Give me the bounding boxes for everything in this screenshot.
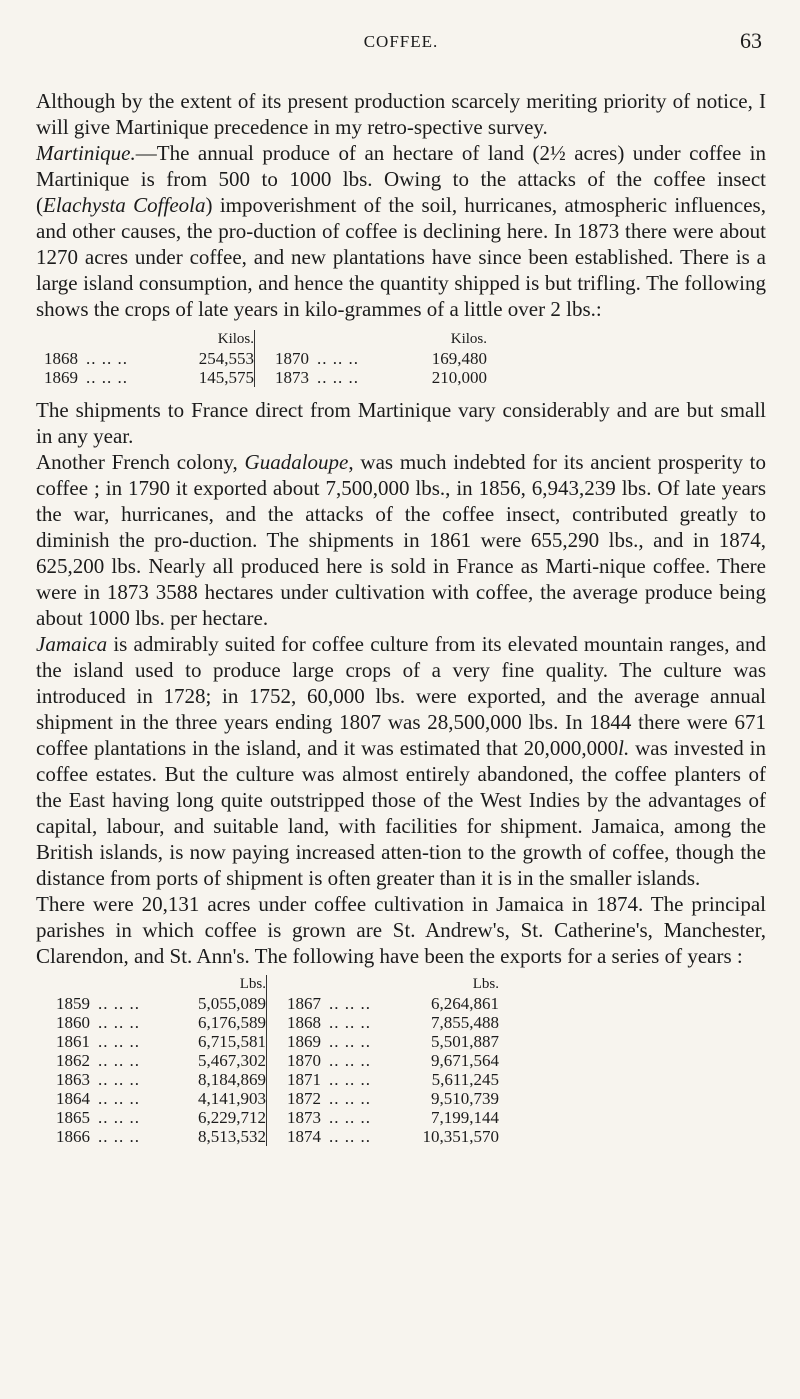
value-cell: 169,480 xyxy=(431,349,487,368)
value-cell: 5,467,302 xyxy=(198,1051,266,1070)
header-spacer xyxy=(98,975,178,994)
column-divider xyxy=(267,1032,288,1051)
year-cell: 1866 xyxy=(56,1127,90,1146)
value-cell: 8,513,532 xyxy=(198,1127,266,1146)
table-row xyxy=(56,1070,499,1089)
leader-dots: .. .. .. xyxy=(98,994,140,1013)
table-row xyxy=(44,368,487,387)
martinique-crops-table xyxy=(44,330,487,387)
leader-dots: .. .. .. xyxy=(86,368,128,387)
column-divider xyxy=(255,330,276,349)
value-cell: 210,000 xyxy=(431,368,487,387)
paragraph-shipments: The shipments to France direct from Martinique vary considerably and are but small in any year. xyxy=(36,398,766,448)
running-title: COFFEE. xyxy=(363,32,439,51)
leader-dots: .. .. .. xyxy=(317,368,359,387)
year-cell: 1860 xyxy=(56,1013,90,1032)
year-cell: 1868 xyxy=(287,1013,321,1032)
table-row xyxy=(56,1032,499,1051)
page-header xyxy=(36,28,766,58)
unit-label: Lbs. xyxy=(239,976,266,992)
jamaica-name: Jamaica xyxy=(36,632,108,656)
guadaloupe-text: , was much indebted for its ancient prosperity to coffee ; in 1790 it exported about 7,500,000 lbs., in 1856, 6,943,239 lbs. Of late years the war, hurricanes, and the attacks of the coffee insect, contributed greatly to diminish the pro-duction. The shipments in 1861 were 655,290 lbs., and in 1874, 625,200 lbs. Nearly all produced here is sold in France as Marti-nique coffee. There were in 1873 3588 hectares under cultivation with coffee, the average produce being about 1000 lbs. per hectare. xyxy=(36,450,766,630)
header-spacer xyxy=(86,330,166,349)
year-cell: 1864 xyxy=(56,1089,90,1108)
martinique-heading: Martinique. xyxy=(36,141,136,165)
column-divider xyxy=(267,1070,288,1089)
table-header-row xyxy=(56,975,499,994)
column-divider xyxy=(267,975,288,994)
leader-dots: .. .. .. xyxy=(329,994,371,1013)
table-row xyxy=(56,1013,499,1032)
column-divider xyxy=(255,349,276,368)
guadaloupe-name: Guadaloupe xyxy=(244,450,349,474)
paragraph-guadaloupe xyxy=(36,449,766,631)
leader-dots: .. .. .. xyxy=(98,1013,140,1032)
year-cell: 1865 xyxy=(56,1108,90,1127)
table-row xyxy=(56,1127,499,1146)
value-cell: 7,855,488 xyxy=(431,1013,499,1032)
leader-dots: .. .. .. xyxy=(329,1089,371,1108)
jamaica-text-cont: was invested in coffee estates. But the culture was almost entirely abandoned, the coffee planters of the East having long quite outstripped those of the West Indies by the advantages of capital, labour, and suitable land, with facilities for shipment. Jamaica, among the British islands, is now paying increased atten-tion to the growth of coffee, though the distance from ports of shipment is often greater than it is in the smaller islands. xyxy=(36,736,766,890)
table-header-row xyxy=(44,330,487,349)
value-cell: 145,575 xyxy=(198,368,254,387)
martinique-text-cont: ) impoverishment of the soil, hurricanes, atmospheric influences, and other causes, the pro-duction of coffee is declining here. In 1873 there were about 1270 acres under coffee, and new plantations have since been established. There is a large island consumption, and hence the quantity shipped is but trifling. The following shows the crops of late years in kilo-grammes of a little over 2 lbs.: xyxy=(36,193,766,321)
value-cell: 6,229,712 xyxy=(198,1108,266,1127)
unit-label: Kilos. xyxy=(450,331,487,347)
year-cell: 1873 xyxy=(275,368,309,387)
year-cell: 1861 xyxy=(56,1032,90,1051)
value-cell: 5,501,887 xyxy=(431,1032,499,1051)
guadaloupe-lead: Another French colony, xyxy=(36,450,245,474)
leader-dots: .. .. .. xyxy=(86,349,128,368)
table-row xyxy=(56,1051,499,1070)
year-cell: 1870 xyxy=(275,349,309,368)
value-cell: 6,264,861 xyxy=(431,994,499,1013)
value-cell: 5,611,245 xyxy=(431,1070,499,1089)
year-cell: 1873 xyxy=(287,1108,321,1127)
leader-dots: .. .. .. xyxy=(98,1070,140,1089)
column-divider xyxy=(267,1108,288,1127)
value-cell: 9,671,564 xyxy=(431,1051,499,1070)
value-cell: 4,141,903 xyxy=(198,1089,266,1108)
header-spacer xyxy=(287,975,329,994)
unit-label: Kilos. xyxy=(217,331,254,347)
column-divider xyxy=(267,1089,288,1108)
value-cell: 6,176,589 xyxy=(198,1013,266,1032)
column-divider xyxy=(255,368,276,387)
header-spacer xyxy=(329,975,409,994)
unit-label: Lbs. xyxy=(472,976,499,992)
page-body xyxy=(36,88,766,1154)
pound-sign: l. xyxy=(618,736,630,760)
insect-name: Elachysta Coffeola xyxy=(43,193,206,217)
table-row xyxy=(56,994,499,1013)
leader-dots: .. .. .. xyxy=(98,1051,140,1070)
leader-dots: .. .. .. xyxy=(98,1089,140,1108)
year-cell: 1869 xyxy=(287,1032,321,1051)
leader-dots: .. .. .. xyxy=(98,1127,140,1146)
header-spacer xyxy=(275,330,317,349)
year-cell: 1863 xyxy=(56,1070,90,1089)
jamaica-text: is admirably suited for coffee culture from its elevated mountain ranges, and the island used to produce large crops of a very fine quality. The culture was introduced in 1728; in 1752, 60,000 lbs. were exported, and the average annual shipment in the three years ending 1807 was 28,500,000 lbs. In 1844 there were 671 coffee plantations in the island, and it was estimated that 20,000,000 xyxy=(36,632,766,760)
column-divider xyxy=(267,1013,288,1032)
leader-dots: .. .. .. xyxy=(98,1108,140,1127)
header-spacer xyxy=(44,330,86,349)
value-cell: 9,510,739 xyxy=(431,1089,499,1108)
year-cell: 1872 xyxy=(287,1089,321,1108)
column-divider xyxy=(267,994,288,1013)
table-row xyxy=(56,1089,499,1108)
year-cell: 1862 xyxy=(56,1051,90,1070)
year-cell: 1869 xyxy=(44,368,78,387)
leader-dots: .. .. .. xyxy=(98,1032,140,1051)
year-cell: 1871 xyxy=(287,1070,321,1089)
value-cell: 7,199,144 xyxy=(431,1108,499,1127)
leader-dots: .. .. .. xyxy=(329,1108,371,1127)
year-cell: 1874 xyxy=(287,1127,321,1146)
column-divider xyxy=(267,1051,288,1070)
table-row xyxy=(56,1108,499,1127)
value-cell: 10,351,570 xyxy=(422,1127,499,1146)
year-cell: 1868 xyxy=(44,349,78,368)
leader-dots: .. .. .. xyxy=(329,1127,371,1146)
year-cell: 1870 xyxy=(287,1051,321,1070)
leader-dots: .. .. .. xyxy=(329,1070,371,1089)
value-cell: 254,553 xyxy=(198,349,254,368)
paragraph-jamaica xyxy=(36,631,766,891)
value-cell: 8,184,869 xyxy=(198,1070,266,1089)
year-cell: 1867 xyxy=(287,994,321,1013)
column-divider xyxy=(267,1127,288,1146)
value-cell: 6,715,581 xyxy=(198,1032,266,1051)
leader-dots: .. .. .. xyxy=(329,1013,371,1032)
page-number: 63 xyxy=(740,28,762,53)
table-row xyxy=(44,349,487,368)
header-spacer xyxy=(317,330,397,349)
header-spacer xyxy=(56,975,98,994)
leader-dots: .. .. .. xyxy=(329,1032,371,1051)
leader-dots: .. .. .. xyxy=(317,349,359,368)
paragraph-intro: Although by the extent of its present production scarcely meriting priority of notice, I will give Martinique precedence in my retro-spective survey. xyxy=(36,89,766,139)
year-cell: 1859 xyxy=(56,994,90,1013)
jamaica-exports-table xyxy=(56,975,499,1146)
value-cell: 5,055,089 xyxy=(198,994,266,1013)
paragraph-jamaica-acres: There were 20,131 acres under coffee cultivation in Jamaica in 1874. The principal parishes in which coffee is grown are St. Andrew's, St. Catherine's, Manchester, Clarendon, and St. Ann's. The following have been the exports for a series of years : xyxy=(36,892,766,968)
leader-dots: .. .. .. xyxy=(329,1051,371,1070)
paragraph-martinique xyxy=(36,140,766,322)
martinique-text: —The annual produce of an hectare of land (2½ acres) under coffee in Martinique is from 500 to 1000 lbs. Owing to the attacks of the coffee insect ( xyxy=(36,141,766,217)
